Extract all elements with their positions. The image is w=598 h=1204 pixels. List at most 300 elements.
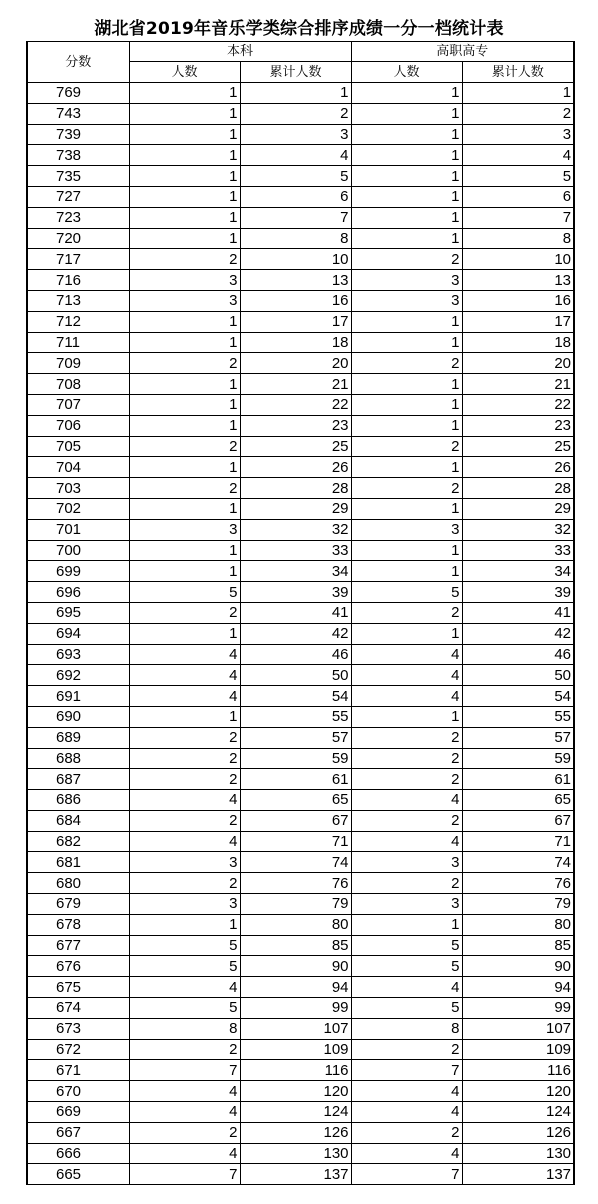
gaozhi-count-cell: 2 (351, 602, 462, 623)
benke-count-cell: 2 (129, 873, 240, 894)
gaozhi-count-cell: 5 (351, 956, 462, 977)
score-cell: 693 (27, 644, 129, 665)
table-row (27, 270, 574, 291)
gaozhi-count-cell: 2 (351, 769, 462, 790)
gaozhi-cumulative-cell: 59 (462, 748, 574, 769)
benke-cumulative-cell: 8 (240, 228, 351, 249)
header-gaozhi-cumulative: 累计人数 (462, 62, 574, 83)
gaozhi-count-cell: 5 (351, 582, 462, 603)
table-row (27, 519, 574, 540)
gaozhi-cumulative-cell: 130 (462, 1143, 574, 1164)
gaozhi-count-cell: 4 (351, 1143, 462, 1164)
score-cell: 709 (27, 353, 129, 374)
score-cell: 670 (27, 1081, 129, 1102)
table-row (27, 1122, 574, 1143)
gaozhi-count-cell: 4 (351, 831, 462, 852)
benke-count-cell: 5 (129, 935, 240, 956)
gaozhi-count-cell: 2 (351, 1039, 462, 1060)
benke-cumulative-cell: 10 (240, 249, 351, 270)
benke-count-cell: 1 (129, 186, 240, 207)
gaozhi-count-cell: 1 (351, 540, 462, 561)
gaozhi-cumulative-cell: 23 (462, 415, 574, 436)
gaozhi-cumulative-cell: 94 (462, 977, 574, 998)
gaozhi-count-cell: 4 (351, 1081, 462, 1102)
table-row (27, 831, 574, 852)
score-cell: 673 (27, 1018, 129, 1039)
benke-count-cell: 2 (129, 727, 240, 748)
benke-cumulative-cell: 76 (240, 873, 351, 894)
table-row (27, 852, 574, 873)
table-row (27, 332, 574, 353)
benke-cumulative-cell: 13 (240, 270, 351, 291)
gaozhi-cumulative-cell: 85 (462, 935, 574, 956)
table-row (27, 1018, 574, 1039)
gaozhi-count-cell: 2 (351, 1122, 462, 1143)
benke-count-cell: 4 (129, 790, 240, 811)
benke-cumulative-cell: 29 (240, 498, 351, 519)
benke-cumulative-cell: 21 (240, 374, 351, 395)
gaozhi-cumulative-cell: 4 (462, 145, 574, 166)
score-cell: 686 (27, 790, 129, 811)
score-cell: 712 (27, 311, 129, 332)
score-cell: 739 (27, 124, 129, 145)
gaozhi-cumulative-cell: 109 (462, 1039, 574, 1060)
gaozhi-cumulative-cell: 55 (462, 706, 574, 727)
table-row (27, 665, 574, 686)
gaozhi-count-cell: 2 (351, 748, 462, 769)
gaozhi-cumulative-cell: 29 (462, 498, 574, 519)
page-title: 湖北省2019年音乐学类综合排序成绩一分一档统计表 (94, 19, 504, 39)
gaozhi-count-cell: 1 (351, 83, 462, 104)
gaozhi-cumulative-cell: 80 (462, 914, 574, 935)
score-cell: 708 (27, 374, 129, 395)
score-cell: 671 (27, 1060, 129, 1081)
gaozhi-count-cell: 1 (351, 706, 462, 727)
benke-cumulative-cell: 57 (240, 727, 351, 748)
benke-count-cell: 2 (129, 748, 240, 769)
score-cell: 706 (27, 415, 129, 436)
benke-cumulative-cell: 3 (240, 124, 351, 145)
score-cell: 680 (27, 873, 129, 894)
gaozhi-cumulative-cell: 42 (462, 623, 574, 644)
table-row (27, 103, 574, 124)
table-row (27, 1039, 574, 1060)
table-row (27, 935, 574, 956)
benke-cumulative-cell: 71 (240, 831, 351, 852)
table-row (27, 1143, 574, 1164)
benke-count-cell: 7 (129, 1060, 240, 1081)
score-cell: 688 (27, 748, 129, 769)
score-cell: 727 (27, 186, 129, 207)
gaozhi-cumulative-cell: 25 (462, 436, 574, 457)
gaozhi-count-cell: 3 (351, 852, 462, 873)
gaozhi-count-cell: 4 (351, 644, 462, 665)
table-row (27, 1164, 574, 1185)
gaozhi-count-cell: 1 (351, 166, 462, 187)
benke-count-cell: 2 (129, 810, 240, 831)
gaozhi-cumulative-cell: 41 (462, 602, 574, 623)
table-row (27, 83, 574, 104)
score-cell: 699 (27, 561, 129, 582)
benke-count-cell: 1 (129, 561, 240, 582)
score-cell: 743 (27, 103, 129, 124)
table-row (27, 457, 574, 478)
gaozhi-count-cell: 1 (351, 124, 462, 145)
gaozhi-count-cell: 3 (351, 290, 462, 311)
score-cell: 687 (27, 769, 129, 790)
table-row (27, 228, 574, 249)
gaozhi-cumulative-cell: 46 (462, 644, 574, 665)
benke-cumulative-cell: 22 (240, 394, 351, 415)
benke-cumulative-cell: 99 (240, 998, 351, 1019)
table-row (27, 748, 574, 769)
score-cell: 702 (27, 498, 129, 519)
score-cell: 674 (27, 998, 129, 1019)
table-row (27, 394, 574, 415)
gaozhi-count-cell: 4 (351, 977, 462, 998)
score-cell: 704 (27, 457, 129, 478)
benke-cumulative-cell: 126 (240, 1122, 351, 1143)
gaozhi-cumulative-cell: 21 (462, 374, 574, 395)
benke-count-cell: 2 (129, 1039, 240, 1060)
score-cell: 701 (27, 519, 129, 540)
gaozhi-cumulative-cell: 17 (462, 311, 574, 332)
gaozhi-cumulative-cell: 107 (462, 1018, 574, 1039)
benke-cumulative-cell: 80 (240, 914, 351, 935)
gaozhi-count-cell: 1 (351, 228, 462, 249)
gaozhi-cumulative-cell: 8 (462, 228, 574, 249)
gaozhi-count-cell: 1 (351, 207, 462, 228)
table-row (27, 1102, 574, 1123)
table-row (27, 124, 574, 145)
table-row (27, 436, 574, 457)
score-cell: 696 (27, 582, 129, 603)
gaozhi-cumulative-cell: 1 (462, 83, 574, 104)
score-cell: 681 (27, 852, 129, 873)
header-benke-cumulative: 累计人数 (240, 62, 351, 83)
table-row (27, 311, 574, 332)
table-row (27, 644, 574, 665)
benke-cumulative-cell: 34 (240, 561, 351, 582)
gaozhi-count-cell: 1 (351, 457, 462, 478)
table-row (27, 415, 574, 436)
benke-count-cell: 1 (129, 623, 240, 644)
benke-count-cell: 5 (129, 956, 240, 977)
benke-cumulative-cell: 116 (240, 1060, 351, 1081)
benke-count-cell: 2 (129, 353, 240, 374)
benke-count-cell: 1 (129, 166, 240, 187)
benke-count-cell: 4 (129, 831, 240, 852)
benke-cumulative-cell: 1 (240, 83, 351, 104)
benke-count-cell: 1 (129, 394, 240, 415)
benke-count-cell: 1 (129, 124, 240, 145)
gaozhi-cumulative-cell: 20 (462, 353, 574, 374)
score-cell: 769 (27, 83, 129, 104)
gaozhi-count-cell: 1 (351, 914, 462, 935)
score-cell: 707 (27, 394, 129, 415)
benke-cumulative-cell: 65 (240, 790, 351, 811)
score-cell: 705 (27, 436, 129, 457)
score-cell: 679 (27, 894, 129, 915)
gaozhi-count-cell: 2 (351, 353, 462, 374)
score-cell: 717 (27, 249, 129, 270)
benke-count-cell: 2 (129, 436, 240, 457)
gaozhi-count-cell: 5 (351, 935, 462, 956)
table-row (27, 290, 574, 311)
score-cell: 713 (27, 290, 129, 311)
gaozhi-cumulative-cell: 16 (462, 290, 574, 311)
table-row (27, 706, 574, 727)
benke-count-cell: 4 (129, 1143, 240, 1164)
benke-cumulative-cell: 61 (240, 769, 351, 790)
table-row (27, 602, 574, 623)
benke-cumulative-cell: 20 (240, 353, 351, 374)
score-cell: 735 (27, 166, 129, 187)
table-row (27, 353, 574, 374)
score-cell: 666 (27, 1143, 129, 1164)
gaozhi-count-cell: 1 (351, 394, 462, 415)
benke-cumulative-cell: 5 (240, 166, 351, 187)
benke-cumulative-cell: 120 (240, 1081, 351, 1102)
benke-count-cell: 2 (129, 1122, 240, 1143)
gaozhi-cumulative-cell: 33 (462, 540, 574, 561)
score-cell: 723 (27, 207, 129, 228)
gaozhi-cumulative-cell: 34 (462, 561, 574, 582)
benke-cumulative-cell: 26 (240, 457, 351, 478)
benke-count-cell: 1 (129, 498, 240, 519)
benke-cumulative-cell: 28 (240, 478, 351, 499)
gaozhi-cumulative-cell: 39 (462, 582, 574, 603)
benke-count-cell: 1 (129, 207, 240, 228)
gaozhi-cumulative-cell: 74 (462, 852, 574, 873)
score-cell: 692 (27, 665, 129, 686)
benke-cumulative-cell: 25 (240, 436, 351, 457)
benke-count-cell: 1 (129, 145, 240, 166)
score-cell: 677 (27, 935, 129, 956)
table-row (27, 1081, 574, 1102)
score-cell: 675 (27, 977, 129, 998)
score-cell: 678 (27, 914, 129, 935)
benke-cumulative-cell: 130 (240, 1143, 351, 1164)
benke-cumulative-cell: 46 (240, 644, 351, 665)
benke-cumulative-cell: 55 (240, 706, 351, 727)
gaozhi-cumulative-cell: 6 (462, 186, 574, 207)
benke-count-cell: 1 (129, 374, 240, 395)
benke-cumulative-cell: 4 (240, 145, 351, 166)
score-cell: 700 (27, 540, 129, 561)
gaozhi-cumulative-cell: 18 (462, 332, 574, 353)
gaozhi-cumulative-cell: 126 (462, 1122, 574, 1143)
benke-count-cell: 2 (129, 249, 240, 270)
gaozhi-count-cell: 1 (351, 145, 462, 166)
table-row (27, 769, 574, 790)
benke-cumulative-cell: 6 (240, 186, 351, 207)
benke-cumulative-cell: 17 (240, 311, 351, 332)
gaozhi-cumulative-cell: 5 (462, 166, 574, 187)
table-row (27, 166, 574, 187)
table-row (27, 914, 574, 935)
gaozhi-cumulative-cell: 90 (462, 956, 574, 977)
table-row (27, 249, 574, 270)
benke-count-cell: 1 (129, 415, 240, 436)
gaozhi-cumulative-cell: 32 (462, 519, 574, 540)
gaozhi-count-cell: 4 (351, 790, 462, 811)
gaozhi-count-cell: 1 (351, 561, 462, 582)
benke-cumulative-cell: 59 (240, 748, 351, 769)
gaozhi-count-cell: 7 (351, 1060, 462, 1081)
table-row (27, 561, 574, 582)
score-cell: 667 (27, 1122, 129, 1143)
gaozhi-cumulative-cell: 76 (462, 873, 574, 894)
table-body (27, 83, 574, 1185)
score-cell: 689 (27, 727, 129, 748)
score-cell: 716 (27, 270, 129, 291)
table-row (27, 956, 574, 977)
table-row (27, 1060, 574, 1081)
score-cell: 703 (27, 478, 129, 499)
gaozhi-cumulative-cell: 99 (462, 998, 574, 1019)
table-row (27, 998, 574, 1019)
table-row (27, 582, 574, 603)
benke-cumulative-cell: 16 (240, 290, 351, 311)
benke-count-cell: 7 (129, 1164, 240, 1185)
gaozhi-cumulative-cell: 61 (462, 769, 574, 790)
benke-count-cell: 3 (129, 894, 240, 915)
benke-count-cell: 4 (129, 977, 240, 998)
gaozhi-cumulative-cell: 116 (462, 1060, 574, 1081)
table-row (27, 894, 574, 915)
table-row (27, 207, 574, 228)
header-gaozhi-count: 人数 (351, 62, 462, 83)
gaozhi-count-cell: 1 (351, 415, 462, 436)
benke-count-cell: 1 (129, 311, 240, 332)
benke-count-cell: 4 (129, 1102, 240, 1123)
benke-count-cell: 1 (129, 457, 240, 478)
benke-cumulative-cell: 18 (240, 332, 351, 353)
gaozhi-count-cell: 1 (351, 186, 462, 207)
benke-cumulative-cell: 54 (240, 686, 351, 707)
benke-cumulative-cell: 50 (240, 665, 351, 686)
table-row (27, 540, 574, 561)
gaozhi-count-cell: 3 (351, 519, 462, 540)
gaozhi-count-cell: 2 (351, 249, 462, 270)
gaozhi-count-cell: 2 (351, 436, 462, 457)
table-row (27, 727, 574, 748)
benke-cumulative-cell: 2 (240, 103, 351, 124)
benke-count-cell: 3 (129, 290, 240, 311)
score-cell: 738 (27, 145, 129, 166)
benke-cumulative-cell: 41 (240, 602, 351, 623)
table-row (27, 977, 574, 998)
benke-count-cell: 1 (129, 332, 240, 353)
benke-cumulative-cell: 85 (240, 935, 351, 956)
score-cell: 690 (27, 706, 129, 727)
benke-count-cell: 1 (129, 228, 240, 249)
table-row (27, 498, 574, 519)
gaozhi-cumulative-cell: 54 (462, 686, 574, 707)
benke-count-cell: 2 (129, 769, 240, 790)
gaozhi-count-cell: 1 (351, 498, 462, 519)
gaozhi-count-cell: 4 (351, 665, 462, 686)
benke-cumulative-cell: 74 (240, 852, 351, 873)
score-table (26, 41, 575, 1185)
score-cell: 676 (27, 956, 129, 977)
gaozhi-cumulative-cell: 10 (462, 249, 574, 270)
table-row (27, 623, 574, 644)
header-gaozhi: 高职高专 (351, 42, 574, 62)
benke-cumulative-cell: 107 (240, 1018, 351, 1039)
score-cell: 672 (27, 1039, 129, 1060)
header-benke: 本科 (129, 42, 351, 62)
score-cell: 691 (27, 686, 129, 707)
score-cell: 720 (27, 228, 129, 249)
benke-cumulative-cell: 109 (240, 1039, 351, 1060)
gaozhi-count-cell: 1 (351, 374, 462, 395)
score-cell: 694 (27, 623, 129, 644)
benke-count-cell: 8 (129, 1018, 240, 1039)
benke-count-cell: 1 (129, 540, 240, 561)
gaozhi-cumulative-cell: 28 (462, 478, 574, 499)
gaozhi-cumulative-cell: 50 (462, 665, 574, 686)
table-row (27, 686, 574, 707)
benke-count-cell: 5 (129, 998, 240, 1019)
benke-cumulative-cell: 79 (240, 894, 351, 915)
gaozhi-count-cell: 2 (351, 727, 462, 748)
score-cell: 711 (27, 332, 129, 353)
gaozhi-cumulative-cell: 67 (462, 810, 574, 831)
benke-count-cell: 2 (129, 602, 240, 623)
benke-cumulative-cell: 42 (240, 623, 351, 644)
benke-count-cell: 3 (129, 852, 240, 873)
benke-cumulative-cell: 67 (240, 810, 351, 831)
gaozhi-cumulative-cell: 7 (462, 207, 574, 228)
score-cell: 665 (27, 1164, 129, 1185)
benke-count-cell: 4 (129, 665, 240, 686)
score-cell: 695 (27, 602, 129, 623)
gaozhi-cumulative-cell: 71 (462, 831, 574, 852)
gaozhi-count-cell: 2 (351, 478, 462, 499)
benke-cumulative-cell: 90 (240, 956, 351, 977)
benke-cumulative-cell: 39 (240, 582, 351, 603)
benke-count-cell: 3 (129, 519, 240, 540)
gaozhi-count-cell: 1 (351, 623, 462, 644)
score-cell: 669 (27, 1102, 129, 1123)
benke-count-cell: 4 (129, 1081, 240, 1102)
benke-cumulative-cell: 137 (240, 1164, 351, 1185)
benke-count-cell: 1 (129, 914, 240, 935)
gaozhi-count-cell: 2 (351, 810, 462, 831)
gaozhi-cumulative-cell: 65 (462, 790, 574, 811)
table-row (27, 478, 574, 499)
benke-count-cell: 1 (129, 83, 240, 104)
gaozhi-count-cell: 7 (351, 1164, 462, 1185)
gaozhi-cumulative-cell: 137 (462, 1164, 574, 1185)
gaozhi-cumulative-cell: 22 (462, 394, 574, 415)
table-row (27, 186, 574, 207)
benke-cumulative-cell: 23 (240, 415, 351, 436)
gaozhi-cumulative-cell: 13 (462, 270, 574, 291)
gaozhi-count-cell: 4 (351, 1102, 462, 1123)
gaozhi-cumulative-cell: 124 (462, 1102, 574, 1123)
benke-count-cell: 1 (129, 706, 240, 727)
gaozhi-cumulative-cell: 57 (462, 727, 574, 748)
table-row (27, 145, 574, 166)
benke-count-cell: 5 (129, 582, 240, 603)
header-score: 分数 (27, 42, 129, 83)
table-header (27, 42, 574, 83)
benke-cumulative-cell: 7 (240, 207, 351, 228)
benke-count-cell: 2 (129, 478, 240, 499)
